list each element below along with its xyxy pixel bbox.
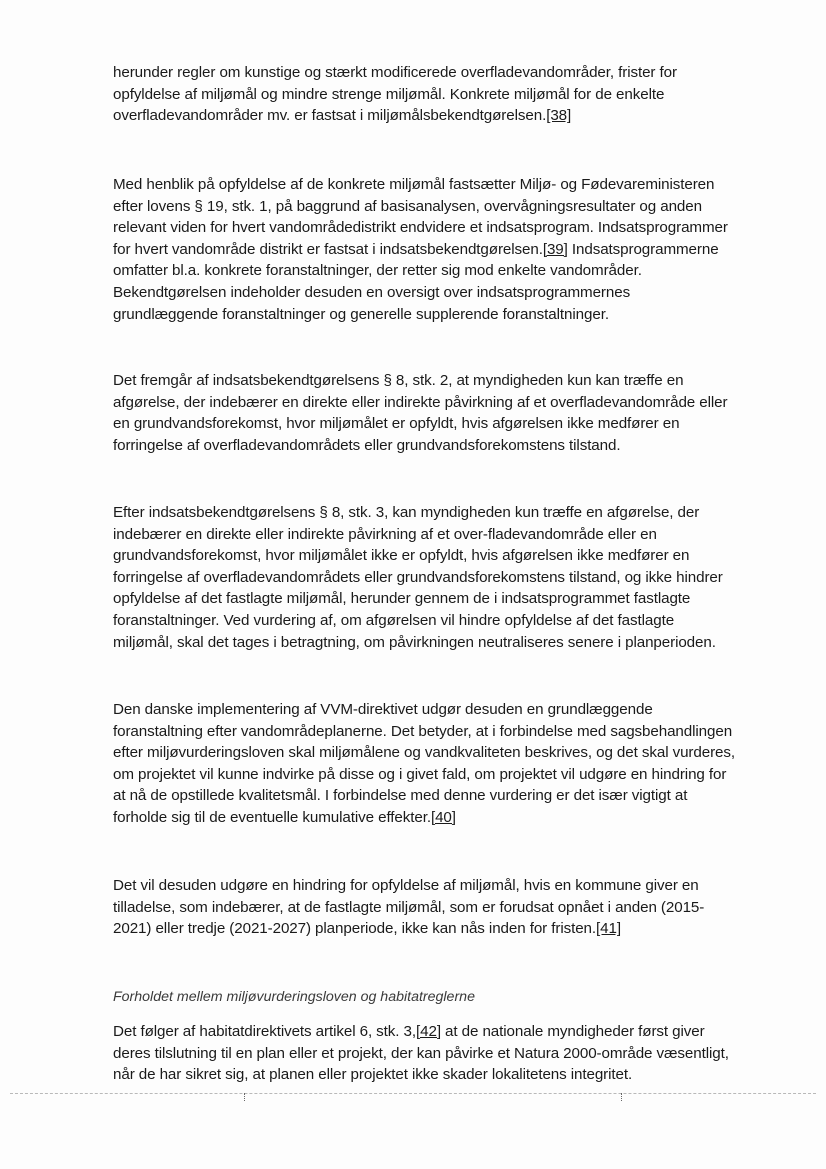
text-fragment: at de nationale myndigheder først giver xyxy=(440,1023,705,1040)
paragraph-3 xyxy=(113,370,733,456)
text-line: herunder regler om kunstige og stærkt modificerede overfladevandområder, frister for xyxy=(113,64,677,81)
text-fragment: for hvert vandområde distrikt er fastsat i indsatsbekendtgørelsen. xyxy=(113,240,543,258)
text-fragment: overfladevandområder mv. er fastsat i miljømålsbekendtgørelsen. xyxy=(113,107,547,125)
text-line: at nå de opstillede kvalitetsmål. I forbindelse med denne vurdering er det især vigtigt at xyxy=(113,787,688,805)
text-line: Med henblik på opfyldelse af de konkrete miljømål fastsætter Miljø- og Fødevareministeren xyxy=(113,176,715,193)
text-line: Det vil desuden udgøre en hindring for opfyldelse af miljømål, hvis en kommune giver en xyxy=(113,877,699,894)
text-fragment: 2021) eller tredje (2021-2027) planperiode, ikke kan nås inden for fristen. xyxy=(113,920,597,938)
text-line: opfyldelse af miljømål og mindre strenge miljømål. Konkrete miljømål for de enkelte xyxy=(113,85,665,103)
paragraph-4 xyxy=(113,502,733,653)
text-line xyxy=(113,105,733,127)
text-line: foranstaltninger. Ved vurdering af, om afgørelsen vil hindre opfyldelse af det fastlagte xyxy=(113,611,675,629)
text-line: Efter indsatsbekendtgørelsens § 8, stk. 3, kan myndigheden kun træffe en afgørelse, der xyxy=(113,504,700,521)
text-fragment: Det følger af habitatdirektivets artikel 6, stk. 3, xyxy=(113,1023,416,1040)
text-line: Bekendtgørelsen indeholder desuden en oversigt over indsatsprogrammernes xyxy=(113,283,631,301)
text-line: Det fremgår af indsatsbekendtgørelsens § 8, stk. 2, at myndigheden kun kan træffe en xyxy=(113,372,684,389)
footnote-link-42[interactable]: [42] xyxy=(416,1023,441,1040)
text-line: om projektet vil kunne indvirke på disse og i givet fald, om projektet vil udgøre en hindring for xyxy=(113,765,727,783)
page-break-marker xyxy=(621,1093,624,1101)
text-line: afgørelse, der indebærer en direkte eller indirekte påvirkning af et overfladevandområde eller xyxy=(113,393,728,411)
text-fragment: Indsatsprogrammerne xyxy=(567,240,719,258)
text-line: efter miljøvurderingsloven skal miljømålene og vandkvaliteten beskrives, og det skal vurderes, xyxy=(113,744,736,762)
paragraph-1 xyxy=(113,62,733,127)
text-fragment: forholde sig til de eventuelle kumulative effekter. xyxy=(113,808,431,826)
text-line: Den danske implementering af VVM-direktivet udgør desuden en grundlæggende xyxy=(113,701,653,718)
footnote-link-40[interactable]: [40] xyxy=(430,808,456,826)
text-line: tilladelse, som indebærer, at de fastlagte miljømål, som er forudsat opnået i anden (2015- xyxy=(113,898,705,916)
text-line: indebærer en direkte eller indirekte påvirkning af et over-fladevandområde eller en xyxy=(113,525,657,543)
text-line xyxy=(113,239,733,261)
text-line: efter lovens § 19, stk. 1, på baggrund af basisanalysen, overvågningsresultater og anden xyxy=(113,197,702,215)
page-break-marker xyxy=(244,1093,247,1101)
text-line: omfatter bl.a. konkrete foranstaltninger, der retter sig mod enkelte vandområder. xyxy=(113,262,642,280)
footnote-link-39[interactable]: [39] xyxy=(542,240,568,258)
footnote-link-41[interactable]: [41] xyxy=(596,920,621,938)
footnote-link-38[interactable]: [38] xyxy=(546,107,572,125)
text-line: relevant viden for hvert vandområdedistrikt endvidere et indsatsprogram. Indsatsprogrammer xyxy=(113,219,728,237)
text-line: miljømål, skal det tages i betragtning, om påvirkningen neutraliseres senere i planperioden. xyxy=(113,633,716,651)
paragraph-5 xyxy=(113,699,736,829)
text-line: opfyldelse af det fastlagte miljømål, herunder gennem de i indsatsprogrammet fastlagte xyxy=(113,590,691,608)
text-line: en grundvandsforekomst, hvor miljømålet er opfyldt, hvis afgørelsen ikke medfører en xyxy=(113,415,680,433)
text-line: forringelse af overfladevandområdets eller grundvandsforekomstens tilstand, og ikke hindrer xyxy=(113,568,723,586)
paragraph-6 xyxy=(113,875,733,940)
text-line xyxy=(113,807,733,829)
page-break-line xyxy=(10,1093,816,1094)
text-line: foranstaltning efter vandområdeplanerne. Det betyder, at i forbindelse med sagsbehandlingen xyxy=(113,722,733,740)
paragraph-2 xyxy=(113,174,733,325)
text-line: grundlæggende foranstaltninger og generelle supplerende foranstaltninger. xyxy=(113,305,609,323)
text-line: forringelse af overfladevandområdets eller grundvandsforekomstens tilstand. xyxy=(113,436,621,454)
section-heading: Forholdet mellem miljøvurderingsloven og habitatreglerne xyxy=(113,989,475,1005)
text-line: grundvandsforekomst, hvor miljømålet ikke er opfyldt, hvis afgørelsen ikke medfører en xyxy=(113,547,690,565)
text-line xyxy=(113,918,733,940)
text-line: når de har sikret sig, at planen eller projektet ikke skader lokalitetens integritet. xyxy=(113,1066,633,1084)
paragraph-7 xyxy=(113,1021,733,1086)
text-line xyxy=(113,1021,733,1043)
text-line: deres tilslutning til en plan eller et projekt, der kan påvirke et Natura 2000-område væsentligt, xyxy=(113,1044,729,1062)
